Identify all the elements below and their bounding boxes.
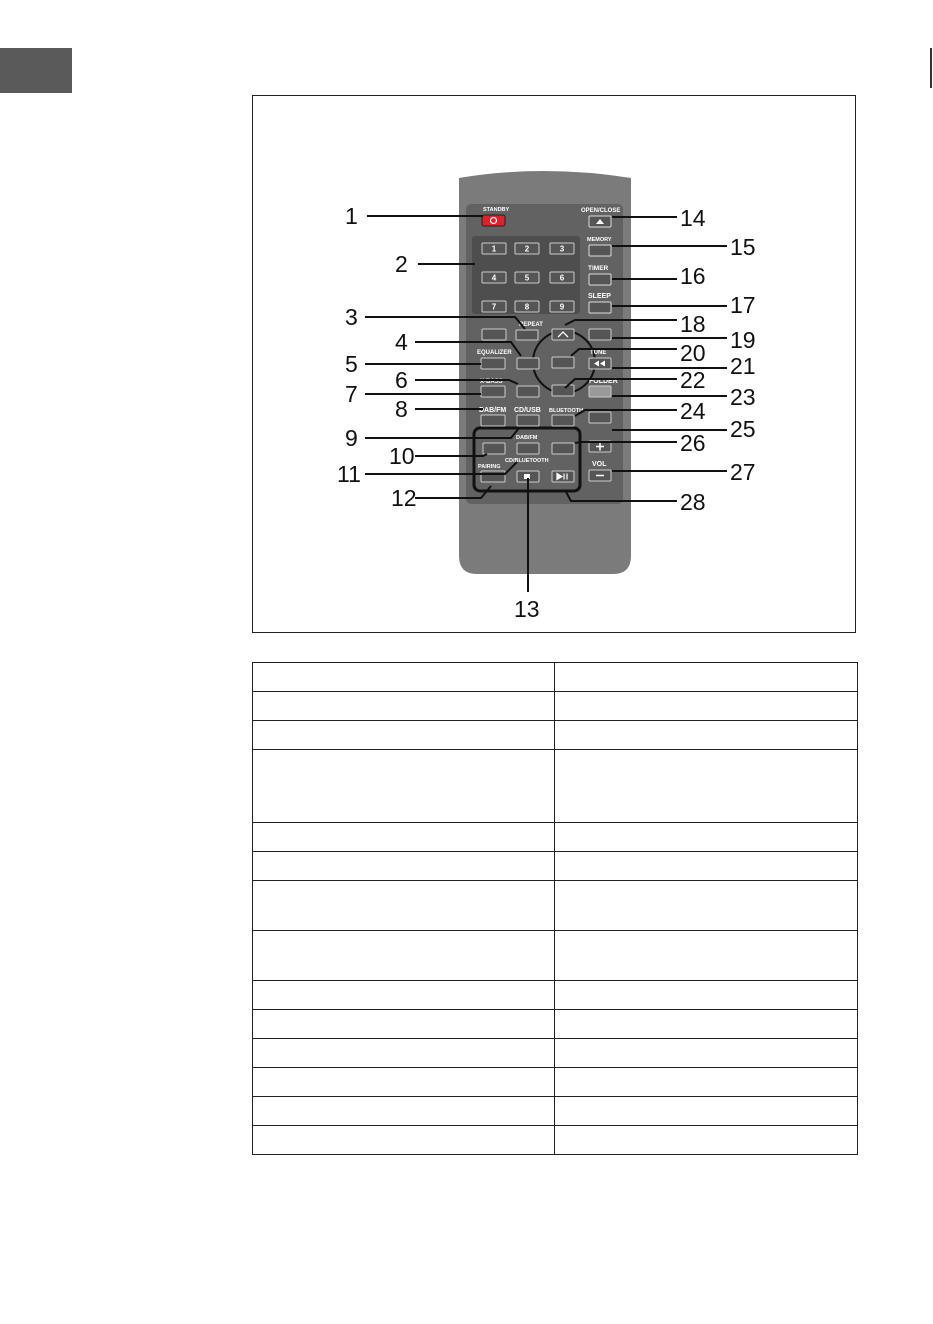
keypad-key-label: 7	[491, 302, 497, 312]
preset-button[interactable]	[589, 329, 611, 340]
table-cell-function	[555, 1126, 858, 1155]
info-button[interactable]	[483, 443, 505, 454]
keypad-key-label: 9	[559, 302, 565, 312]
callout-number: 19	[730, 327, 756, 353]
keypad-key-label: 5	[524, 273, 530, 283]
program-button[interactable]	[517, 386, 539, 397]
folder-label: FOLDER	[589, 378, 618, 385]
callout-number: 11	[337, 461, 361, 487]
pairing-button[interactable]	[481, 471, 505, 482]
table-row	[253, 981, 858, 1010]
keypad-key-label: 6	[559, 273, 565, 283]
scan-button[interactable]	[517, 443, 539, 454]
table-row	[253, 1010, 858, 1039]
table-cell-number	[253, 931, 555, 981]
cd-usb-label: CD/USB	[514, 407, 541, 414]
repeat-button[interactable]	[516, 330, 538, 340]
pairing-label: PAIRING	[478, 464, 501, 470]
timer-button[interactable]	[589, 274, 611, 285]
keypad-key-label: 4	[491, 273, 497, 283]
cd-usb-button[interactable]	[517, 415, 539, 426]
table-cell-function	[555, 692, 858, 721]
table-row	[253, 931, 858, 981]
standby-label: STANDBY	[483, 207, 510, 213]
callout-number: 8	[395, 396, 408, 422]
table-cell-function	[555, 721, 858, 750]
callout-number: 23	[730, 384, 756, 410]
xbass-button[interactable]	[481, 386, 505, 397]
table-cell-function	[555, 823, 858, 852]
callout-number: 20	[680, 340, 706, 366]
table-cell-number	[253, 1039, 555, 1068]
table-row	[253, 1097, 858, 1126]
table-cell-function	[555, 1010, 858, 1039]
table-cell-function	[555, 1068, 858, 1097]
table-row	[253, 663, 858, 692]
callout-number: 10	[389, 443, 415, 469]
repeat-label: REPEAT	[519, 322, 543, 328]
callout-number: 9	[345, 425, 358, 451]
callout-number: 3	[345, 304, 358, 330]
callout-number: 21	[730, 353, 756, 379]
dab-fm-source-button[interactable]	[481, 415, 505, 426]
callout-number: 16	[680, 263, 706, 289]
table-row	[253, 881, 858, 931]
equalizer-button[interactable]	[481, 358, 505, 369]
cd-bluetooth-label: CD/BLUETOOTH	[505, 458, 549, 464]
table-row	[253, 1126, 858, 1155]
callout-number: 13	[514, 596, 540, 622]
xbass-label: X-BASS	[480, 379, 503, 385]
menu-button[interactable]	[552, 443, 574, 454]
callout-number: 24	[680, 398, 706, 424]
callout-number: 26	[680, 430, 706, 456]
table-cell-function	[555, 750, 858, 823]
table-cell-number	[253, 1010, 555, 1039]
table-row	[253, 721, 858, 750]
folder-button[interactable]	[589, 386, 611, 397]
tune-label: TUNE	[590, 350, 607, 356]
callout-number: 2	[395, 251, 408, 277]
table-cell-function	[555, 1039, 858, 1068]
remote-diagram	[253, 96, 857, 634]
bluetooth-button[interactable]	[552, 415, 574, 426]
table-cell-number	[253, 1068, 555, 1097]
table-cell-function	[555, 931, 858, 981]
table-cell-number	[253, 881, 555, 931]
table-row	[253, 750, 858, 823]
callout-number: 1	[345, 203, 358, 229]
function-table	[252, 662, 858, 1155]
table-cell-number	[253, 721, 555, 750]
callout-number: 28	[680, 489, 706, 515]
dab-fm-group-label: DAB/FM	[516, 435, 538, 441]
callout-number: 12	[391, 485, 417, 511]
sleep-label: SLEEP	[588, 293, 611, 300]
bluetooth-label: BLUETOOTH	[549, 408, 584, 414]
table-row	[253, 852, 858, 881]
table-cell-number	[253, 823, 555, 852]
previous-button[interactable]	[517, 358, 539, 369]
open-close-label: OPEN/CLOSE	[581, 208, 621, 214]
keypad-key-label: 2	[524, 244, 530, 254]
timer-label: TIMER	[588, 265, 609, 272]
equalizer-label: EQUALIZER	[477, 350, 512, 356]
callout-number: 15	[730, 234, 756, 260]
table-cell-number	[253, 981, 555, 1010]
callout-number: 17	[730, 292, 756, 318]
mute-button[interactable]	[589, 412, 611, 423]
language-tab	[0, 48, 72, 93]
table-row	[253, 1068, 858, 1097]
standby-button[interactable]	[482, 215, 505, 226]
callout-number: 18	[680, 311, 706, 337]
table-cell-function	[555, 663, 858, 692]
callout-number: 14	[680, 205, 706, 231]
vol-label: VOL	[592, 461, 607, 468]
table-cell-number	[253, 750, 555, 823]
table-cell-function	[555, 852, 858, 881]
keypad	[482, 243, 574, 312]
callout-number: 7	[345, 381, 358, 407]
table-row	[253, 692, 858, 721]
remote-control-figure	[252, 95, 856, 633]
table-cell-function	[555, 1097, 858, 1126]
keypad-key-label: 3	[559, 244, 565, 254]
keypad-key-label: 8	[524, 302, 530, 312]
memory-button[interactable]	[589, 245, 611, 256]
table-cell-function	[555, 981, 858, 1010]
table-row	[253, 823, 858, 852]
table-cell-number	[253, 1126, 555, 1155]
table-cell-number	[253, 663, 555, 692]
enter-button[interactable]	[552, 357, 574, 368]
callout-number: 22	[680, 367, 706, 393]
page-edge-mark	[930, 48, 932, 88]
callout-number: 5	[345, 351, 358, 377]
table-cell-function	[555, 881, 858, 931]
plus-ten-button[interactable]	[482, 329, 506, 340]
table-cell-number	[253, 692, 555, 721]
nav-up-button[interactable]	[552, 329, 574, 340]
memory-label: MEMORY	[587, 237, 612, 243]
table-cell-number	[253, 1097, 555, 1126]
callout-number: 25	[730, 416, 756, 442]
table-row	[253, 1039, 858, 1068]
callout-number: 27	[730, 459, 756, 485]
sleep-button[interactable]	[589, 302, 611, 313]
table-cell-number	[253, 852, 555, 881]
keypad-key-label: 1	[491, 244, 497, 254]
callout-number: 6	[395, 367, 408, 393]
dab-fm-source-label: DAB/FM	[479, 407, 507, 414]
nav-down-button[interactable]	[552, 385, 574, 396]
callout-number: 4	[395, 329, 408, 355]
